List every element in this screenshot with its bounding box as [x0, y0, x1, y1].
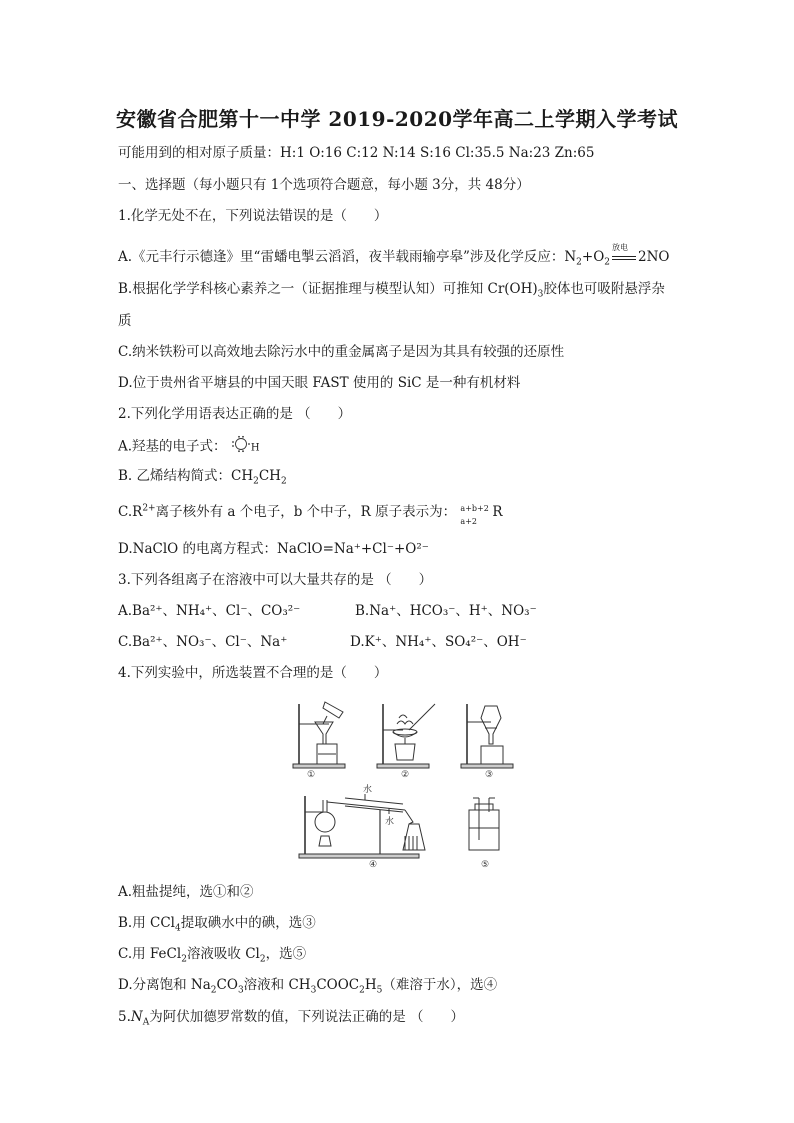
isotope-notation	[460, 503, 492, 526]
question-2-option-b: B. 乙烯结构简式：$CH_2CH_2$	[118, 468, 287, 487]
apparatus-1-filtration	[293, 702, 345, 768]
question-5-stem	[118, 1007, 464, 1027]
question-3-stem: 3.下列各组离子在溶液中可以大量共存的是 （ ）	[118, 572, 433, 588]
q5-text: 为阿伏加德罗常数的值，下列说法正确的是 （ ）	[149, 1009, 464, 1025]
apparatus-4-distillation	[299, 794, 425, 858]
apparatus-3-separatory-funnel	[461, 704, 513, 768]
q4-d-post: （难溶于水），选④	[382, 977, 498, 993]
question-1-option-c: C.纳米铁粉可以高效地去除污水中的重金属离子是因为其具有较强的还原性	[118, 344, 565, 360]
question-3-option-c: C.Ba²⁺、NO₃⁻、Cl⁻、Na⁺	[118, 634, 288, 650]
q5-number: 5.	[118, 1009, 131, 1025]
figure-label-5: ⑤	[481, 860, 490, 870]
question-2-option-c	[118, 502, 503, 526]
q4-b-text: B.用 CCl	[118, 915, 175, 931]
question-1-option-d: D.位于贵州省平塘县的中国天眼 FAST 使用的 SiC 是一种有机材料	[118, 375, 521, 391]
q2-b-text: B. 乙烯结构简式：CH	[118, 468, 254, 484]
q4-c-post: ，选⑤	[265, 946, 307, 962]
element-symbol: R	[492, 504, 503, 520]
apparatus-2-evaporation	[377, 704, 435, 768]
q2-a-hydrogen: H	[250, 442, 260, 454]
question-4-option-c: C.用 FeCl$_2$溶液吸收 $Cl_2$，选⑤	[118, 946, 307, 965]
q5-avogadro-symbol: N	[130, 1009, 143, 1025]
question-1-option-b-wrap: 质	[118, 313, 132, 329]
q4-c-text: C.用 FeCl	[118, 946, 182, 962]
figure-label-2: ②	[401, 770, 410, 780]
q5-avogadro-sub: A	[142, 1017, 150, 1028]
q4-d-cooc: COOC	[316, 977, 360, 993]
question-1-option-a: A.《元丰行示德逢》里“雷蟠电掣云滔滔，夜半载雨输亭皋”涉及化学反应：$N_2+O_2$ 放电 2NO	[118, 247, 670, 267]
reaction-arrow	[610, 243, 638, 267]
question-4-option-a: A.粗盐提纯，选①和②	[118, 884, 254, 900]
apparatus-5-gas-washing-bottle	[469, 798, 499, 850]
page-title: 安徽省合肥第十一中学 2019-2020学年高二上学期入学考试	[115, 107, 679, 131]
question-3-option-d: D.K⁺、NH₄⁺、SO₄²⁻、OH⁻	[350, 634, 527, 650]
question-3-option-a: A.Ba²⁺、NH₄⁺、Cl⁻、CO₃²⁻	[118, 603, 301, 619]
q1-a-mid: +O	[581, 249, 605, 265]
mass-number: a+b+2	[460, 503, 489, 513]
q4-c-mid: 溶液吸收 Cl	[186, 946, 260, 962]
question-4-option-d: D.分离饱和 $Na_2CO_3$溶液和 $CH_3COOC_2H_5$（难溶于水），选④	[118, 977, 498, 996]
question-2-stem: 2.下列化学用语表达正确的是 （ ）	[118, 406, 352, 422]
arrow-condition-label: 放电	[612, 243, 629, 252]
figure-label-4: ④	[369, 860, 378, 870]
question-1-stem: 1.化学无处不在，下列说法错误的是（ ）	[118, 208, 388, 224]
q1-b-text: B.根据化学学科核心素养之一（证据推理与模型认知）可推知 Cr(OH)	[118, 281, 538, 297]
electron-dot-o-icon	[231, 435, 251, 459]
figure-label-3: ③	[485, 770, 494, 780]
apparatus-figure	[285, 700, 525, 870]
q2-a-text: A.羟基的电子式：	[118, 438, 227, 455]
q4-d-h: H	[364, 977, 377, 993]
question-3-option-b: B.Na⁺、HCO₃⁻、H⁺、NO₃⁻	[355, 603, 537, 619]
q1-b-text-cont: 胶体也可吸附悬浮杂	[543, 281, 665, 297]
atomic-number: a+2	[460, 516, 477, 526]
q2-c-text-cont: 离子核外有 a 个电子，b 个中子，R 原子表示为：	[155, 504, 457, 520]
q4-d-text: D.分离饱和 Na	[118, 977, 211, 993]
q4-d-ch: 溶液和 CH	[243, 977, 311, 993]
question-4-stem: 4.下列实验中，所选装置不合理的是（ ）	[118, 665, 388, 681]
q2-c-charge: 2+	[142, 503, 156, 514]
q4-b-text-cont: 提取碘水中的碘，选③	[180, 915, 316, 931]
q2-b-mid: CH	[258, 468, 281, 484]
q1-a-text: A.《元丰行示德逢》里“雷蟠电掣云滔滔，夜半载雨输亭皋”涉及化学反应：N	[118, 249, 577, 265]
q2-c-text: C.R	[118, 504, 143, 520]
question-1-option-b: B.根据化学学科核心素养之一（证据推理与模型认知）可推知 $Cr(OH)_3$胶体也可吸附悬浮杂	[118, 281, 665, 300]
water-in-label: 水	[363, 785, 373, 795]
section-heading: 一、选择题（每小题只有 1个选项符合题意，每小题 3分，共 48分）	[118, 177, 530, 193]
question-4-option-b: B.用 CCl$_4$提取碘水中的碘，选③	[118, 915, 316, 934]
q1-a-product: 2NO	[638, 249, 670, 265]
water-out-label: 水	[385, 817, 395, 827]
question-2-option-a	[118, 435, 260, 459]
q4-d-co: CO	[216, 977, 238, 993]
atomic-masses-line: 可能用到的相对原子质量：H:1 O:16 C:12 N:14 S:16 Cl:35.5 Na:23 Zn:65	[118, 145, 595, 161]
question-2-option-d: D.NaClO 的电离方程式：NaClO=Na⁺+Cl⁻+O²⁻	[118, 541, 429, 557]
figure-label-1: ①	[307, 770, 316, 780]
